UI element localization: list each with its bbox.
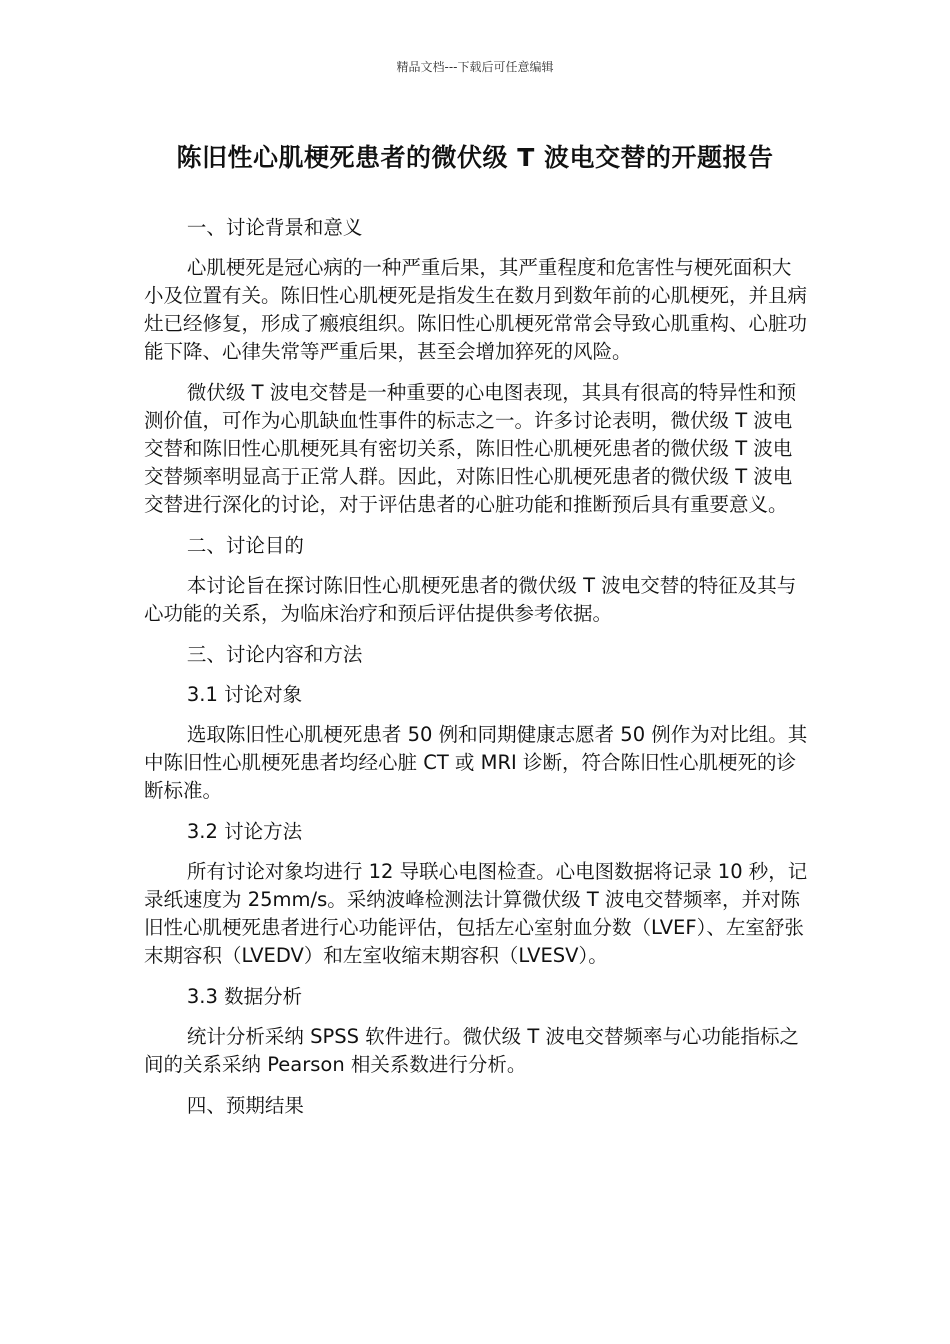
subsection-heading-3-2: 3.2 讨论方法 [186,820,303,843]
paragraph: 本讨论旨在探讨陈旧性心肌梗死患者的微伏级 T 波电交替的特征及其与心功能的关系，为临床治疗和预后评估提供参考依据。 [144,574,797,625]
section-heading-2: 二、讨论目的 [186,534,304,557]
paragraph: 心肌梗死是冠心病的一种严重后果，其严重程度和危害性与梗死面积大小及位置有关。陈旧性心肌梗死是指发生在数月到数年前的心肌梗死，并且病灶已经修复，形成了瘢痕组织。陈旧性心肌梗死常常会导致心肌重构、心脏功能下降、心律失常等严重后果，甚至会增加猝死的风险。 [144,256,808,363]
paragraph: 微伏级 T 波电交替是一种重要的心电图表现，其具有很高的特异性和预测价值，可作为心肌缺血性事件的标志之一。许多讨论表明，微伏级 T 波电交替和陈旧性心肌梗死具有密切关系，陈旧性心肌梗死患者的微伏级 T 波电交替频率明显高于正常人群。因此，对陈旧性心肌梗死患者的微伏级 T 波电交替进行深化的讨论，对于评估患者的心脏功能和推断预后具有重要意义。 [144,381,797,516]
subsection-heading-3-3: 3.3 数据分析 [186,985,303,1008]
paragraph: 统计分析采纳 SPSS 软件进行。微伏级 T 波电交替频率与心功能指标之间的关系采纳 Pearson 相关系数进行分析。 [144,1025,799,1076]
section-heading-4: 四、预期结果 [186,1094,304,1117]
paragraph: 所有讨论对象均进行 12 导联心电图检查。心电图数据将记录 10 秒，记录纸速度为 25mm/s。采纳波峰检测法计算微伏级 T 波电交替频率，并对陈旧性心肌梗死患者进行心功能评估，包括左心室射血分数（LVEF）、左室舒张末期容积（LVEDV）和左室收缩末期容积（LVESV）。 [144,860,808,967]
subsection-heading-3-1: 3.1 讨论对象 [186,683,303,706]
header-note: 精品文档---下载后可任意编辑 [396,60,554,74]
section-heading-3: 三、讨论内容和方法 [186,643,363,666]
document-body [144,214,808,1132]
document-title: 陈旧性心肌梗死患者的微伏级 T 波电交替的开题报告 [176,143,774,172]
paragraph: 选取陈旧性心肌梗死患者 50 例和同期健康志愿者 50 例作为对比组。其中陈旧性心肌梗死患者均经心脏 CT 或 MRI 诊断，符合陈旧性心肌梗死的诊断标准。 [144,723,808,802]
section-heading-1: 一、讨论背景和意义 [186,216,363,239]
